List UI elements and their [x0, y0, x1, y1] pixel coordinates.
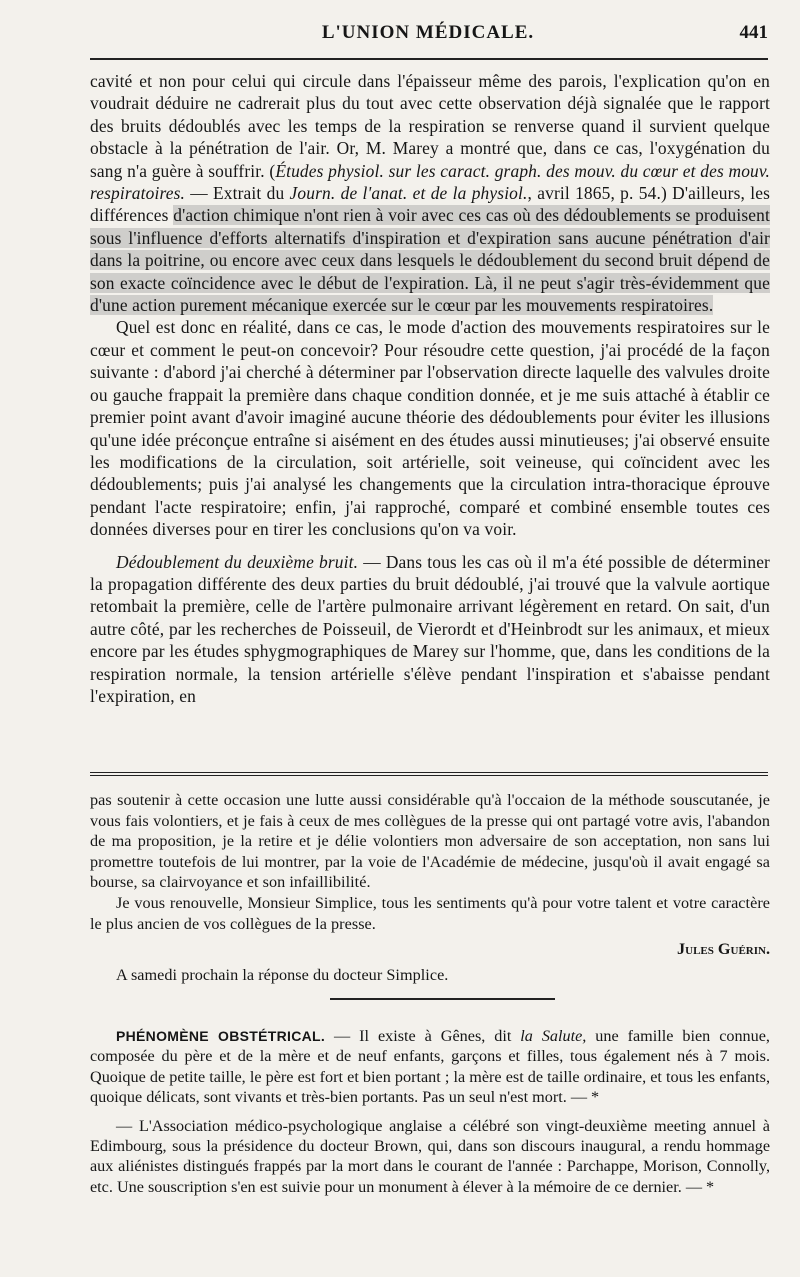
news-item-1 [90, 1026, 770, 1108]
paragraph-1-cont: , avril 1865, p. 54.) D'ailleurs, les différences [90, 183, 770, 226]
paragraph-1 [90, 70, 770, 316]
feuilleton-paragraph-2: Je vous renouvelle, Monsieur Simplice, tous les sentiments qu'à pour votre talent et votre caractère le plus ancien de vos collègues de la presse. [90, 893, 770, 933]
paragraph-1-start: cavité et non pour celui qui circule dans l'épaisseur même des parois, l'explication qu'on en voudrait déduire ne cadrerait plus du tout avec cette observation déjà signalée que le rapport des bruits dédoublés avec les temps de la respiration se renverse quand il survient quelque obstacle à la pénétration de l'air. Or, M. Marey a montré que, dans ce cas, l'oxygénation du sang n'a guère à souffrir. ( [90, 71, 770, 181]
news-items [90, 1026, 770, 1197]
news-separator [330, 998, 555, 1000]
news-source: la Salute, [520, 1027, 587, 1045]
highlighted-passage: d'action chimique n'ont rien à voir avec ces cas où des dédoublements se produisent sous l'influence d'efforts alternatifs d'inspiration et d'expiration sans aucune pénétration d'air dans la poitrine, ou encore avec ceux dans lesquels le dédoublement du second bruit dépend de son exacte coïncidence avec le début de l'expiration. Là, il ne peut s'agir très-évidemment que d'une action purement mécanique exercée sur le cœur par les mouvements respiratoires. [90, 205, 770, 316]
feuilleton-text [90, 790, 770, 986]
section-heading: Dédoublement du deuxième bruit. [116, 551, 359, 572]
paragraph-3-text: — Dans tous les cas où il m'a été possible de déterminer la propagation différente des deux parties du bruit dédoublé, j'ai trouvé que la valvule aortique retombait la première, celle de l'artère pulmonaire arrivant légèrement en retard. On sait, d'un autre côté, par les recherches de Poisseuil, de Vierordt et d'Heinbrodt sur les animaux, et mieux encore par les études sphygmographiques de Marey sur l'homme, que, dans les conditions de la respiration normale, la tension artérielle s'élève pendant l'inspiration et s'abaisse pendant l'expiration, en [90, 551, 771, 706]
reference-title-1: Études physiol. sur les caract. graph. des mouv. du cœur et des mouv. respiratoires. [90, 160, 770, 204]
page-number: 441 [739, 22, 768, 43]
feuilleton-paragraph-1: pas soutenir à cette occasion une lutte aussi considérable qu'à l'occaion de la méthode souscutanée, je vous fais volontiers, et je fais à ceux de mes collègues de la presse qui ont partagé votre avis, l'abandon de ma proposition, je la retire et je délie volontiers mon adversaire de son acceptation, non sans lui promettre toutefois de lui montrer, par la voie de l'Académie de médecine, jusqu'où il avait engagé sa bourse, sa clairvoyance et son infaillibilité. [90, 791, 770, 892]
news-item-1-b: une famille bien connue, composée du père et de la mère et de neuf enfants, garçons et filles, tous également nés à 7 mois. Quoique de petite taille, le père est fort et bien portant ; la mère est de taille ordinaire, et tous les enfants, quoique délicats, sont vivants et très-bien portants. Pas un seul n'est mort. — * [90, 1027, 770, 1107]
news-item-2: — L'Association médico-psychologique anglaise a célébré son vingt-deuxième meeting annuel à Edimbourg, sous la présidence du docteur Brown, qui, dans son discours inaugural, a rendu hommage aux aliénistes distingués frappés par la mort dans le courant de l'année : Parchappe, Morison, Connolly, etc. Une souscription s'en est suivie pour un monument à élever à la mémoire de ce dernier. — * [90, 1116, 770, 1196]
feuilleton-separator [90, 772, 768, 776]
feuilleton-closing: A samedi prochain la réponse du docteur Simplice. [116, 966, 449, 985]
header-rule [90, 58, 768, 60]
paragraph-3 [90, 551, 770, 708]
running-header [88, 22, 768, 52]
paragraph-1-mid: — Extrait du [185, 183, 290, 204]
signature: Jules Guérin. [677, 940, 770, 959]
news-item-1-a: — Il existe à Gênes, dit [325, 1027, 521, 1045]
paragraph-2: Quel est donc en réalité, dans ce cas, le mode d'action des mouvements respiratoires sur le cœur et comment le peut-on concevoir? Pour résoudre cette question, j'ai procédé de la façon suivante : d'abord j'ai cherché à déterminer par l'observation directe laquelle des valvules droite ou gauche frappait la première dans chaque condition donnée, et je me suis attaché à établir ce premier point avant d'avoir imaginé aucune théorie des dédoublements pour éviter les illusions qu'une idée préconçue entraîne si aisément en des études aussi minutieuses; j'ai observé ensuite les modifications de la circulation, soit artérielle, soit veineuse, qui coïncident avec les dédoublements; puis j'ai analysé les changements que la circulation intra-thoracique éprouve pendant l'acte respiratoire; enfin, j'ai rapproché, comparé et combiné ensemble toutes ces données diverses pour en tirer les conclusions qu'on va voir. [90, 317, 770, 540]
journal-title: L'UNION MÉDICALE. [321, 22, 535, 43]
paragraph-gap [90, 541, 770, 551]
reference-title-2: Journ. de l'anat. et de la physiol. [289, 183, 528, 204]
main-text [90, 70, 770, 707]
news-heading: PHÉNOMÈNE OBSTÉTRICAL. [116, 1028, 326, 1044]
news-gap [90, 1108, 770, 1116]
